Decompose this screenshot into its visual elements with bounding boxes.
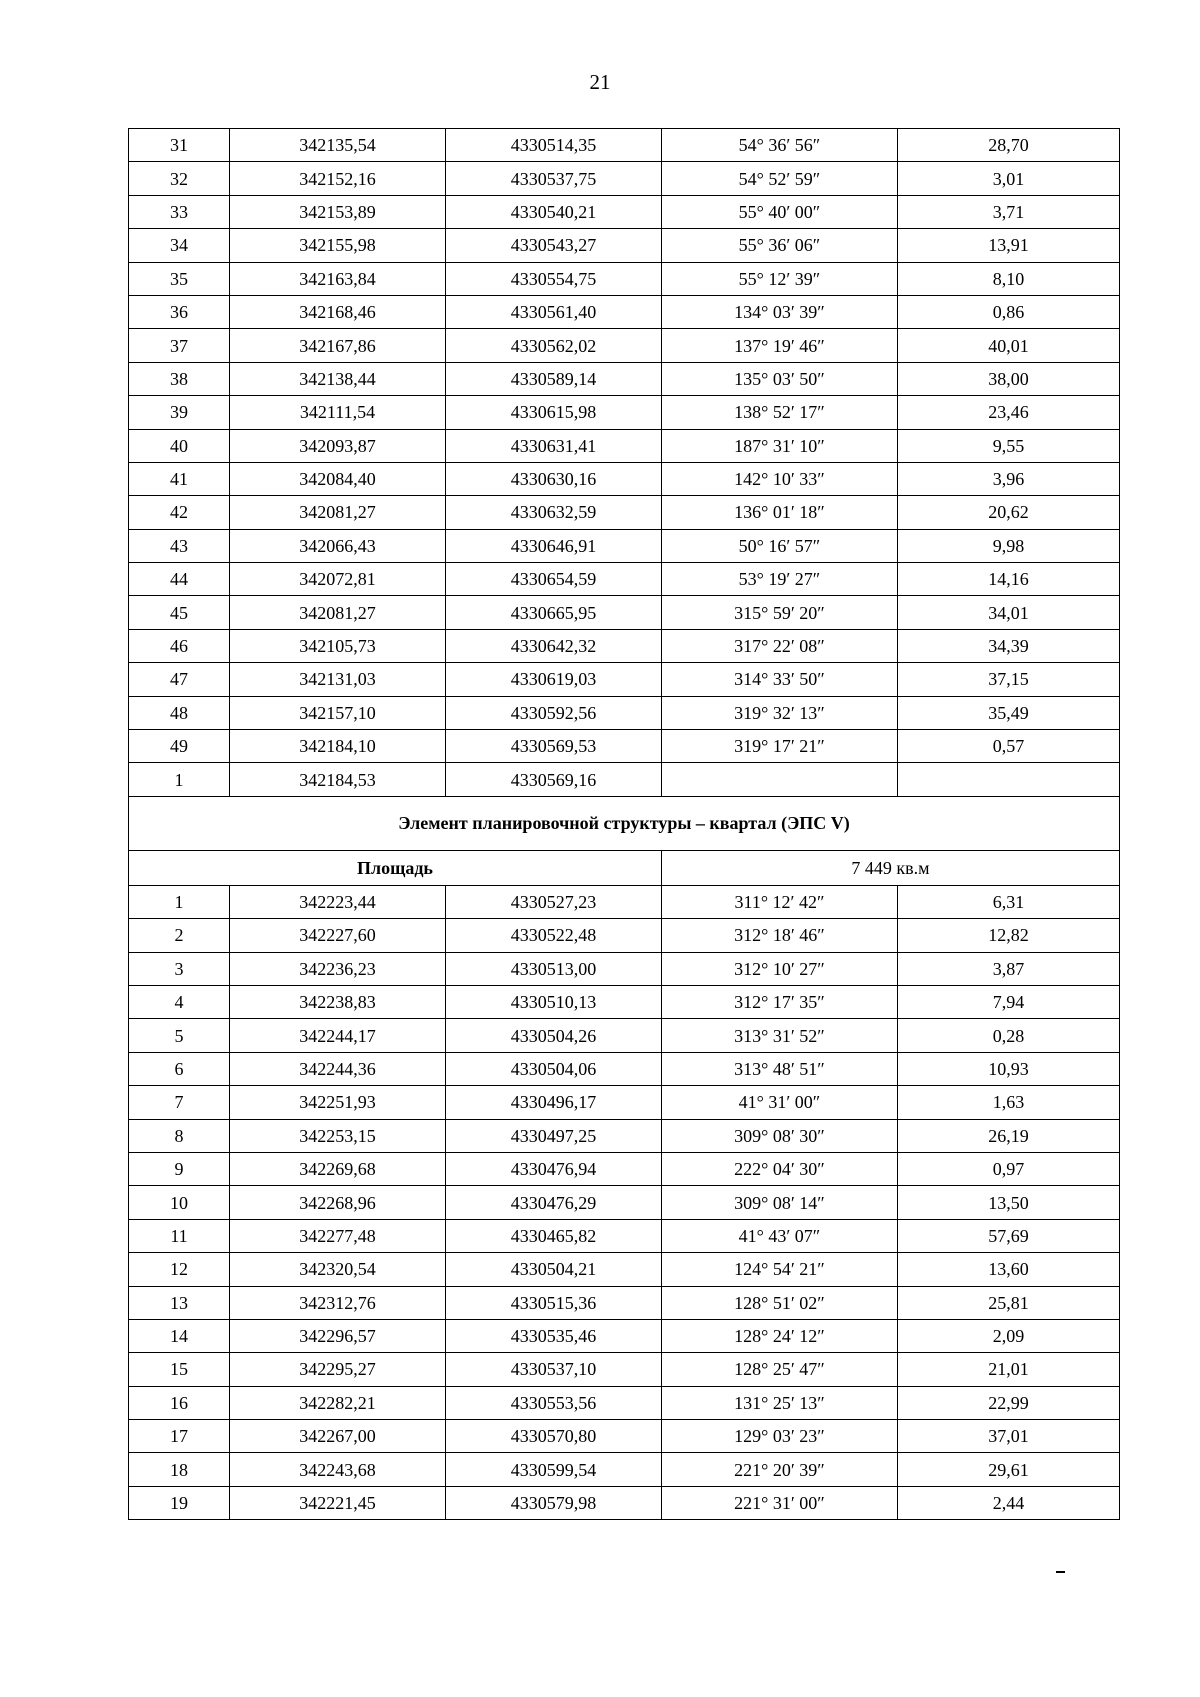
x-coordinate: 342267,00 [230, 1420, 446, 1453]
point-number: 19 [129, 1486, 230, 1519]
direction-angle: 309° 08′ 30″ [662, 1119, 898, 1152]
direction-angle: 53° 19′ 27″ [662, 563, 898, 596]
x-coordinate: 342131,03 [230, 663, 446, 696]
y-coordinate: 4330514,35 [446, 129, 662, 162]
y-coordinate: 4330562,02 [446, 329, 662, 362]
point-number: 37 [129, 329, 230, 362]
direction-angle: 136° 01′ 18″ [662, 496, 898, 529]
direction-angle: 315° 59′ 20″ [662, 596, 898, 629]
table-row [129, 162, 1120, 195]
direction-angle: 137° 19′ 46″ [662, 329, 898, 362]
direction-angle: 55° 36′ 06″ [662, 229, 898, 262]
direction-angle: 54° 52′ 59″ [662, 162, 898, 195]
point-number: 35 [129, 262, 230, 295]
direction-angle: 221° 20′ 39″ [662, 1453, 898, 1486]
direction-angle: 138° 52′ 17″ [662, 396, 898, 429]
point-number: 16 [129, 1386, 230, 1419]
x-coordinate: 342084,40 [230, 462, 446, 495]
point-number: 5 [129, 1019, 230, 1052]
y-coordinate: 4330561,40 [446, 295, 662, 328]
x-coordinate: 342066,43 [230, 529, 446, 562]
table-row [129, 262, 1120, 295]
table-row [129, 329, 1120, 362]
distance: 29,61 [898, 1453, 1120, 1486]
y-coordinate: 4330465,82 [446, 1219, 662, 1252]
table-row [129, 1353, 1120, 1386]
table-row [129, 952, 1120, 985]
distance: 28,70 [898, 129, 1120, 162]
direction-angle: 55° 40′ 00″ [662, 195, 898, 228]
y-coordinate: 4330570,80 [446, 1420, 662, 1453]
x-coordinate: 342155,98 [230, 229, 446, 262]
point-number: 3 [129, 952, 230, 985]
point-number: 40 [129, 429, 230, 462]
table-row [129, 195, 1120, 228]
point-number: 34 [129, 229, 230, 262]
direction-angle: 312° 10′ 27″ [662, 952, 898, 985]
table-row [129, 1253, 1120, 1286]
point-number: 15 [129, 1353, 230, 1386]
y-coordinate: 4330476,94 [446, 1152, 662, 1185]
x-coordinate: 342184,10 [230, 730, 446, 763]
distance: 37,15 [898, 663, 1120, 696]
y-coordinate: 4330540,21 [446, 195, 662, 228]
y-coordinate: 4330579,98 [446, 1486, 662, 1519]
y-coordinate: 4330554,75 [446, 262, 662, 295]
y-coordinate: 4330496,17 [446, 1086, 662, 1119]
distance: 10,93 [898, 1052, 1120, 1085]
direction-angle: 309° 08′ 14″ [662, 1186, 898, 1219]
x-coordinate: 342153,89 [230, 195, 446, 228]
x-coordinate: 342093,87 [230, 429, 446, 462]
direction-angle: 142° 10′ 33″ [662, 462, 898, 495]
y-coordinate: 4330535,46 [446, 1319, 662, 1352]
x-coordinate: 342138,44 [230, 362, 446, 395]
table-row [129, 129, 1120, 162]
point-number: 1 [129, 763, 230, 796]
table-row [129, 1219, 1120, 1252]
direction-angle: 128° 51′ 02″ [662, 1286, 898, 1319]
distance: 57,69 [898, 1219, 1120, 1252]
y-coordinate: 4330522,48 [446, 919, 662, 952]
distance: 0,28 [898, 1019, 1120, 1052]
table-row [129, 396, 1120, 429]
direction-angle: 135° 03′ 50″ [662, 362, 898, 395]
table-row [129, 1319, 1120, 1352]
table-row [129, 1386, 1120, 1419]
direction-angle: 187° 31′ 10″ [662, 429, 898, 462]
table-row [129, 362, 1120, 395]
direction-angle: 128° 25′ 47″ [662, 1353, 898, 1386]
distance: 13,91 [898, 229, 1120, 262]
x-coordinate: 342135,54 [230, 129, 446, 162]
y-coordinate: 4330599,54 [446, 1453, 662, 1486]
table-row [129, 295, 1120, 328]
y-coordinate: 4330615,98 [446, 396, 662, 429]
distance: 9,55 [898, 429, 1120, 462]
section-title: Элемент планировочной структуры – квартал (ЭПС V) [129, 796, 1120, 850]
y-coordinate: 4330654,59 [446, 563, 662, 596]
section-header [129, 796, 1120, 885]
table-row [129, 1420, 1120, 1453]
page-number: 21 [589, 70, 611, 94]
x-coordinate: 342157,10 [230, 696, 446, 729]
distance: 26,19 [898, 1119, 1120, 1152]
x-coordinate: 342105,73 [230, 629, 446, 662]
table-row [129, 1286, 1120, 1319]
x-coordinate: 342320,54 [230, 1253, 446, 1286]
direction-angle: 319° 32′ 13″ [662, 696, 898, 729]
table-row [129, 429, 1120, 462]
table-row [129, 696, 1120, 729]
table-row [129, 596, 1120, 629]
x-coordinate: 342268,96 [230, 1186, 446, 1219]
y-coordinate: 4330642,32 [446, 629, 662, 662]
y-coordinate: 4330504,06 [446, 1052, 662, 1085]
distance: 13,60 [898, 1253, 1120, 1286]
distance: 9,98 [898, 529, 1120, 562]
distance: 0,86 [898, 295, 1120, 328]
direction-angle: 317° 22′ 08″ [662, 629, 898, 662]
y-coordinate: 4330513,00 [446, 952, 662, 985]
distance: 3,87 [898, 952, 1120, 985]
point-number: 12 [129, 1253, 230, 1286]
x-coordinate: 342163,84 [230, 262, 446, 295]
y-coordinate: 4330510,13 [446, 985, 662, 1018]
x-coordinate: 342081,27 [230, 496, 446, 529]
section-title-row [129, 796, 1120, 850]
y-coordinate: 4330631,41 [446, 429, 662, 462]
table-row [129, 663, 1120, 696]
point-number: 39 [129, 396, 230, 429]
y-coordinate: 4330476,29 [446, 1186, 662, 1219]
x-coordinate: 342081,27 [230, 596, 446, 629]
x-coordinate: 342236,23 [230, 952, 446, 985]
point-number: 41 [129, 462, 230, 495]
distance: 21,01 [898, 1353, 1120, 1386]
point-number: 43 [129, 529, 230, 562]
direction-angle: 312° 17′ 35″ [662, 985, 898, 1018]
y-coordinate: 4330497,25 [446, 1119, 662, 1152]
y-coordinate: 4330515,36 [446, 1286, 662, 1319]
x-coordinate: 342253,15 [230, 1119, 446, 1152]
x-coordinate: 342227,60 [230, 919, 446, 952]
x-coordinate: 342072,81 [230, 563, 446, 596]
point-number: 10 [129, 1186, 230, 1219]
x-coordinate: 342277,48 [230, 1219, 446, 1252]
x-coordinate: 342221,45 [230, 1486, 446, 1519]
margin-dash [1056, 1571, 1065, 1573]
y-coordinate: 4330537,10 [446, 1353, 662, 1386]
direction-angle: 311° 12′ 42″ [662, 885, 898, 918]
direction-angle: 41° 43′ 07″ [662, 1219, 898, 1252]
point-number: 7 [129, 1086, 230, 1119]
area-row [129, 850, 1120, 885]
area-value: 7 449 кв.м [662, 850, 1120, 885]
point-number: 48 [129, 696, 230, 729]
x-coordinate: 342168,46 [230, 295, 446, 328]
table-row [129, 1453, 1120, 1486]
point-number: 18 [129, 1453, 230, 1486]
table-row [129, 1019, 1120, 1052]
x-coordinate: 342251,93 [230, 1086, 446, 1119]
block2-rows [129, 885, 1120, 1519]
x-coordinate: 342244,17 [230, 1019, 446, 1052]
table-row [129, 229, 1120, 262]
direction-angle: 222° 04′ 30″ [662, 1152, 898, 1185]
y-coordinate: 4330592,56 [446, 696, 662, 729]
distance: 37,01 [898, 1420, 1120, 1453]
distance: 6,31 [898, 885, 1120, 918]
table-row [129, 1186, 1120, 1219]
point-number: 32 [129, 162, 230, 195]
table-row [129, 885, 1120, 918]
distance: 1,63 [898, 1086, 1120, 1119]
table-row [129, 496, 1120, 529]
x-coordinate: 342111,54 [230, 396, 446, 429]
y-coordinate: 4330553,56 [446, 1386, 662, 1419]
distance: 34,39 [898, 629, 1120, 662]
table-row [129, 1119, 1120, 1152]
distance: 0,97 [898, 1152, 1120, 1185]
direction-angle: 314° 33′ 50″ [662, 663, 898, 696]
y-coordinate: 4330632,59 [446, 496, 662, 529]
table-row [129, 529, 1120, 562]
point-number: 9 [129, 1152, 230, 1185]
distance [898, 763, 1120, 796]
point-number: 33 [129, 195, 230, 228]
point-number: 11 [129, 1219, 230, 1252]
x-coordinate: 342312,76 [230, 1286, 446, 1319]
point-number: 14 [129, 1319, 230, 1352]
table-row [129, 563, 1120, 596]
direction-angle: 313° 31′ 52″ [662, 1019, 898, 1052]
distance: 2,44 [898, 1486, 1120, 1519]
coordinates-table [128, 128, 1120, 1520]
table-row [129, 985, 1120, 1018]
table-row [129, 1486, 1120, 1519]
x-coordinate: 342167,86 [230, 329, 446, 362]
direction-angle: 313° 48′ 51″ [662, 1052, 898, 1085]
x-coordinate: 342282,21 [230, 1386, 446, 1419]
table-row [129, 730, 1120, 763]
distance: 35,49 [898, 696, 1120, 729]
y-coordinate: 4330543,27 [446, 229, 662, 262]
x-coordinate: 342238,83 [230, 985, 446, 1018]
direction-angle: 50° 16′ 57″ [662, 529, 898, 562]
direction-angle: 128° 24′ 12″ [662, 1319, 898, 1352]
distance: 8,10 [898, 262, 1120, 295]
point-number: 4 [129, 985, 230, 1018]
direction-angle: 312° 18′ 46″ [662, 919, 898, 952]
direction-angle: 221° 31′ 00″ [662, 1486, 898, 1519]
distance: 23,46 [898, 396, 1120, 429]
distance: 34,01 [898, 596, 1120, 629]
x-coordinate: 342244,36 [230, 1052, 446, 1085]
direction-angle [662, 763, 898, 796]
direction-angle: 54° 36′ 56″ [662, 129, 898, 162]
table-row [129, 1086, 1120, 1119]
distance: 3,01 [898, 162, 1120, 195]
direction-angle: 124° 54′ 21″ [662, 1253, 898, 1286]
distance: 22,99 [898, 1386, 1120, 1419]
table-row [129, 1052, 1120, 1085]
point-number: 42 [129, 496, 230, 529]
distance: 12,82 [898, 919, 1120, 952]
point-number: 44 [129, 563, 230, 596]
y-coordinate: 4330537,75 [446, 162, 662, 195]
x-coordinate: 342296,57 [230, 1319, 446, 1352]
y-coordinate: 4330504,21 [446, 1253, 662, 1286]
x-coordinate: 342223,44 [230, 885, 446, 918]
x-coordinate: 342152,16 [230, 162, 446, 195]
x-coordinate: 342184,53 [230, 763, 446, 796]
point-number: 46 [129, 629, 230, 662]
point-number: 36 [129, 295, 230, 328]
distance: 38,00 [898, 362, 1120, 395]
y-coordinate: 4330569,16 [446, 763, 662, 796]
distance: 3,96 [898, 462, 1120, 495]
x-coordinate: 342243,68 [230, 1453, 446, 1486]
direction-angle: 319° 17′ 21″ [662, 730, 898, 763]
direction-angle: 55° 12′ 39″ [662, 262, 898, 295]
point-number: 13 [129, 1286, 230, 1319]
point-number: 8 [129, 1119, 230, 1152]
y-coordinate: 4330665,95 [446, 596, 662, 629]
table-row [129, 919, 1120, 952]
y-coordinate: 4330504,26 [446, 1019, 662, 1052]
point-number: 1 [129, 885, 230, 918]
y-coordinate: 4330569,53 [446, 730, 662, 763]
point-number: 45 [129, 596, 230, 629]
point-number: 17 [129, 1420, 230, 1453]
y-coordinate: 4330589,14 [446, 362, 662, 395]
y-coordinate: 4330619,03 [446, 663, 662, 696]
x-coordinate: 342269,68 [230, 1152, 446, 1185]
y-coordinate: 4330630,16 [446, 462, 662, 495]
table-row [129, 1152, 1120, 1185]
distance: 14,16 [898, 563, 1120, 596]
direction-angle: 129° 03′ 23″ [662, 1420, 898, 1453]
point-number: 31 [129, 129, 230, 162]
table-row [129, 629, 1120, 662]
y-coordinate: 4330527,23 [446, 885, 662, 918]
direction-angle: 131° 25′ 13″ [662, 1386, 898, 1419]
distance: 7,94 [898, 985, 1120, 1018]
distance: 3,71 [898, 195, 1120, 228]
distance: 20,62 [898, 496, 1120, 529]
distance: 40,01 [898, 329, 1120, 362]
area-label: Площадь [129, 850, 662, 885]
distance: 13,50 [898, 1186, 1120, 1219]
point-number: 2 [129, 919, 230, 952]
point-number: 6 [129, 1052, 230, 1085]
distance: 2,09 [898, 1319, 1120, 1352]
direction-angle: 41° 31′ 00″ [662, 1086, 898, 1119]
x-coordinate: 342295,27 [230, 1353, 446, 1386]
point-number: 47 [129, 663, 230, 696]
point-number: 49 [129, 730, 230, 763]
direction-angle: 134° 03′ 39″ [662, 295, 898, 328]
table-row [129, 763, 1120, 796]
block1-rows [129, 129, 1120, 797]
y-coordinate: 4330646,91 [446, 529, 662, 562]
distance: 0,57 [898, 730, 1120, 763]
distance: 25,81 [898, 1286, 1120, 1319]
table-row [129, 462, 1120, 495]
point-number: 38 [129, 362, 230, 395]
